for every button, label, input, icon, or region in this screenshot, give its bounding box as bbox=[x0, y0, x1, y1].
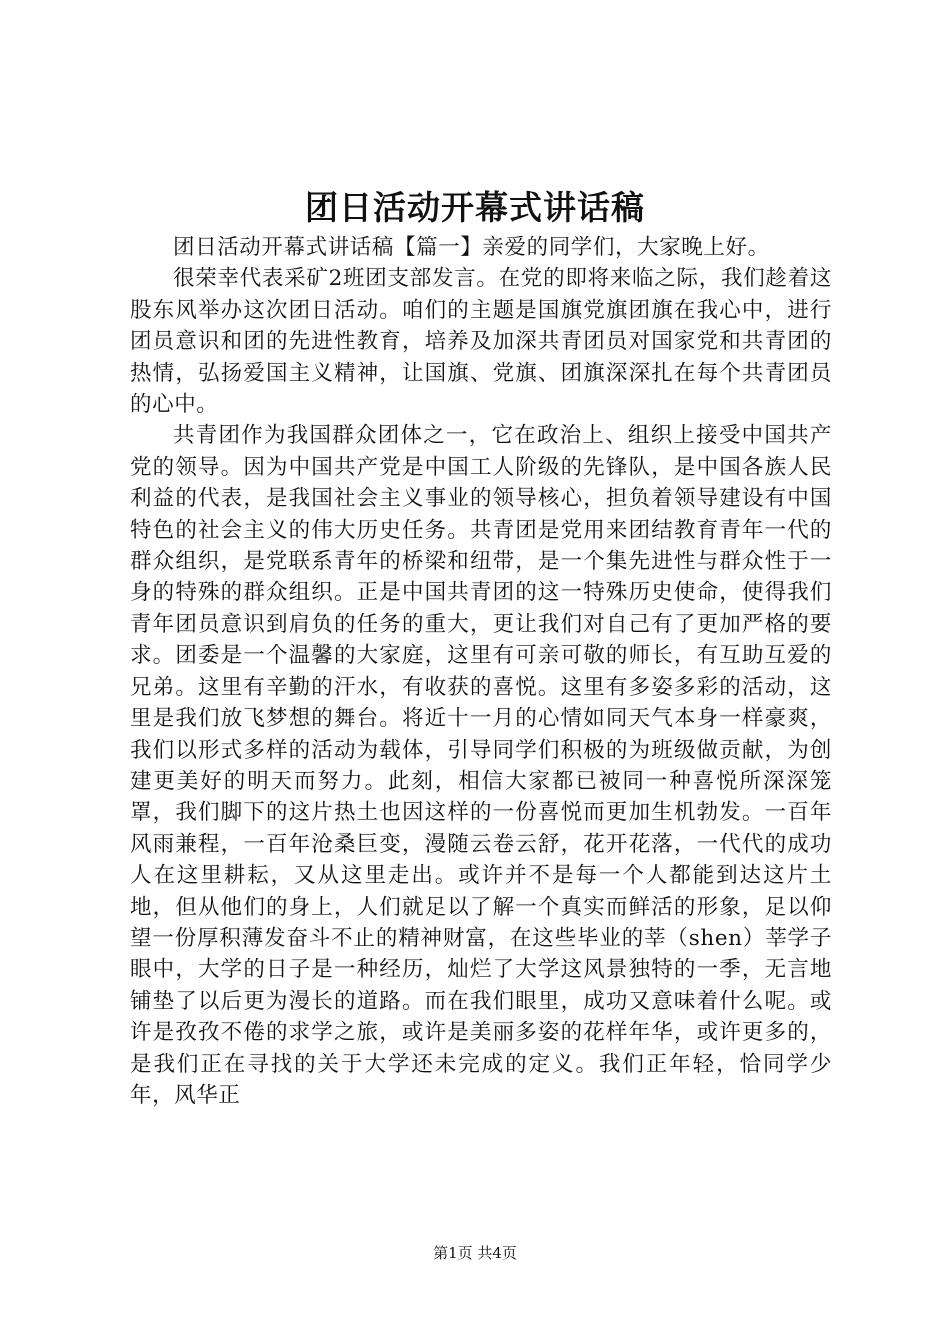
page-number-footer: 第1页 共4页 bbox=[433, 1244, 517, 1262]
document-body bbox=[130, 232, 832, 1111]
paragraph: 团日活动开幕式讲话稿【篇一】亲爱的同学们，大家晚上好。 bbox=[173, 235, 770, 260]
paragraph: 共青团作为我国群众团体之一，它在政治上、组织上接受中国共产党的领导。因为中国共产党是中国工人阶级的先锋队，是中国各族人民利益的代表，是我国社会主义事业的领导核心，担负着领导建设有中国特色的社会主义的伟大历史任务。共青团是党用来团结教育青年一代的群众组织，是党联系青年的桥梁和纽带，是一个集先进性与群众性于一身的特殊的群众组织。正是中国共青团的这一特殊历史使命，使得我们青年团员意识到肩负的任务的重大，更让我们对自己有了更加严格的要求。团委是一个温馨的大家庭，这里有可亲可敬的师长，有互助互爱的兄弟。这里有辛勤的汗水，有收获的喜悦。这里有多姿多彩的活动，这里是我们放飞梦想的舞台。将近十一月的心情如同天气本身一样豪爽，我们以形式多样的活动为载体，引导同学们积极的为班级做贡献，为创建更美好的明天而努力。此刻，相信大家都已被同一种喜悦所深深笼罩，我们脚下的这片热土也因这样的一份喜悦而更加生机勃发。一百年风雨兼程，一百年沧桑巨变，漫随云卷云舒，花开花落，一代代的成功人在这里耕耘，又从这里走出。或许并不是每一个人都能到达这片土地，但从他们的身上，人们就足以了解一个真实而鲜活的形象，足以仰望一份厚积薄发奋斗不止的精神财富，在这些毕业的莘（shen）莘学子眼中，大学的日子是一种经历，灿烂了大学这风景独特的一季，无言地铺垫了以后更为漫长的道路。而在我们眼里，成功又意味着什么呢。或许是孜孜不倦的求学之旅，或许是美丽多姿的花样年华，或许更多的，是我们正在寻找的关于大学还未完成的定义。我们正年轻，恰同学少年，风华正 bbox=[130, 423, 832, 1108]
paragraph: 很荣幸代表采矿2班团支部发言。在党的即将来临之际，我们趁着这股东风举办这次团日活动。咱们的主题是国旗党旗团旗在我心中，进行团员意识和团的先进性教育，培养及加深共青团员对国家党和共青团的热情，弘扬爱国主义精神，让国旗、党旗、团旗深深扎在每个共青团员的心中。 bbox=[130, 266, 832, 418]
document-title: 团日活动开幕式讲话稿 bbox=[305, 188, 645, 227]
